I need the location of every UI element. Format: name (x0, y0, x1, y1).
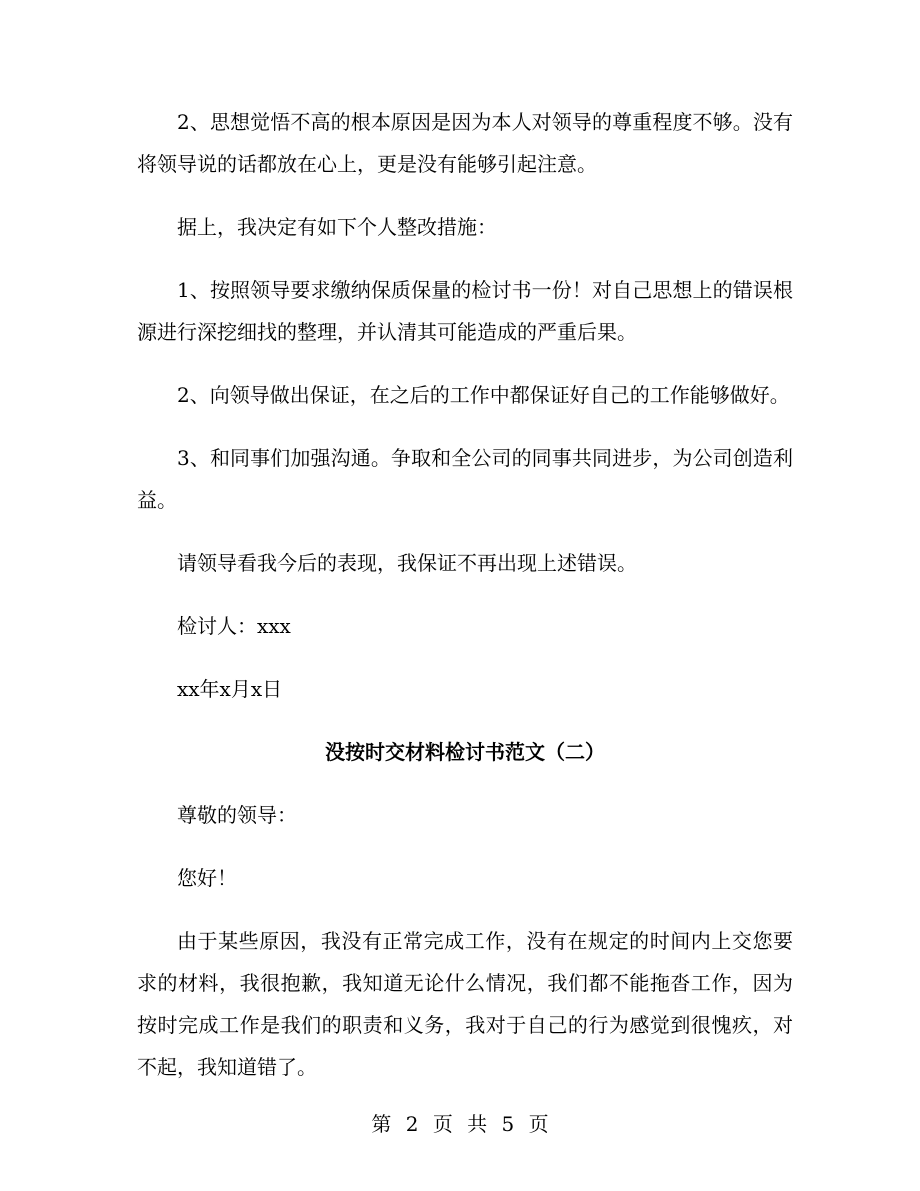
paragraph-promise: 请领导看我今后的表现，我保证不再出现上述错误。 (177, 551, 637, 575)
paragraph-measure-1: 1、按照领导要求缴纳保质保量的检讨书一份！对自己思想上的错误根源进行深挖细找的整理，并认清其可能造成的严重后果。 (137, 278, 793, 344)
paragraph-apology: 由于某些原因，我没有正常完成工作，没有在规定的时间内上交您要求的材料，我很抱歉，我知道无论什么情况，我们都不能拖沓工作，因为按时完成工作是我们的职责和义务，我对于自己的行为感觉到很愧疚，对不起，我知道错了。 (137, 929, 793, 1079)
document-body (137, 101, 793, 1088)
signature-line: 检讨人：xxx (177, 614, 291, 638)
paragraph-measure-3: 3、和同事们加强沟通。争取和全公司的同事共同进步，为公司创造利益。 (137, 446, 793, 512)
paragraph-measures-intro: 据上，我决定有如下个人整改措施： (177, 215, 497, 239)
section-title: 没按时交材料检讨书范文（二） (325, 740, 605, 764)
page-footer: 第 2 页 共 5 页 (371, 1112, 549, 1136)
salutation: 尊敬的领导： (177, 803, 297, 827)
paragraph-measure-2: 2、向领导做出保证，在之后的工作中都保证好自己的工作能够做好。 (177, 383, 790, 407)
date-line: xx年x月x日 (177, 677, 283, 701)
greeting: 您好！ (177, 866, 237, 890)
paragraph-root-cause: 2、思想觉悟不高的根本原因是因为本人对领导的尊重程度不够。没有将领导说的话都放在心上，更是没有能够引起注意。 (137, 110, 793, 176)
